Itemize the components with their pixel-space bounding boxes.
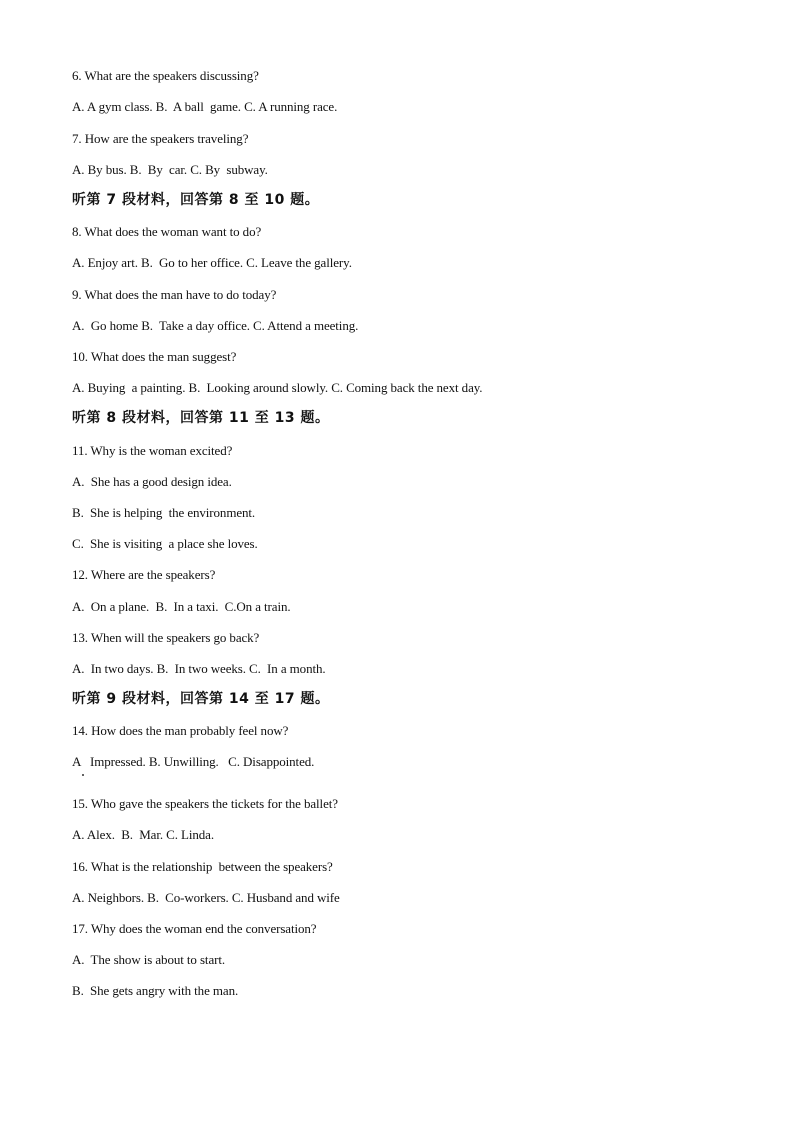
section-heading-8: 听第 8 段材料，回答第 11 至 13 题。 (72, 410, 330, 426)
question-16: 16. What is the relationship between the speakers? (72, 859, 333, 874)
question-15: 15. Who gave the speakers the tickets for the ballet? (72, 796, 338, 811)
question-17: 17. Why does the woman end the conversation? (72, 921, 317, 936)
stray-dot-mark (82, 774, 84, 776)
question-17-option-a: A. The show is about to start. (72, 952, 226, 967)
question-13: 13. When will the speakers go back? (72, 630, 260, 645)
question-7-options: A. By bus. B. By car. C. By subway. (72, 162, 268, 177)
question-8-options: A. Enjoy art. B. Go to her office. C. Leave the gallery. (72, 255, 352, 270)
question-6: 6. What are the speakers discussing? (72, 68, 259, 83)
question-8: 8. What does the woman want to do? (72, 224, 262, 239)
question-11-option-b: B. She is helping the environment. (72, 505, 256, 520)
question-7: 7. How are the speakers traveling? (72, 131, 249, 146)
question-9-options: A. Go home B. Take a day office. C. Attend a meeting. (72, 318, 359, 333)
question-17-option-b: B. She gets angry with the man. (72, 983, 239, 998)
section-heading-7: 听第 7 段材料，回答第 8 至 10 题。 (72, 192, 320, 208)
question-12: 12. Where are the speakers? (72, 567, 216, 582)
question-14: 14. How does the man probably feel now? (72, 723, 289, 738)
question-11-option-c: C. She is visiting a place she loves. (72, 536, 258, 551)
question-16-options: A. Neighbors. B. Co-workers. C. Husband and wife (72, 890, 340, 905)
question-11: 11. Why is the woman excited? (72, 443, 233, 458)
question-12-options: A. On a plane. B. In a taxi. C.On a train. (72, 599, 291, 614)
question-10: 10. What does the man suggest? (72, 349, 237, 364)
question-13-options: A. In two days. B. In two weeks. C. In a month. (72, 661, 326, 676)
question-6-options: A. A gym class. B. A ball game. C. A running race. (72, 99, 338, 114)
question-11-option-a: A. She has a good design idea. (72, 474, 232, 489)
question-15-options: A. Alex. B. Mar. C. Linda. (72, 827, 214, 842)
section-heading-9: 听第 9 段材料，回答第 14 至 17 题。 (72, 691, 330, 707)
question-9: 9. What does the man have to do today? (72, 287, 277, 302)
question-14-options: A Impressed. B. Unwilling. C. Disappointed. (72, 754, 315, 769)
question-10-options: A. Buying a painting. B. Looking around slowly. C. Coming back the next day. (72, 380, 483, 395)
